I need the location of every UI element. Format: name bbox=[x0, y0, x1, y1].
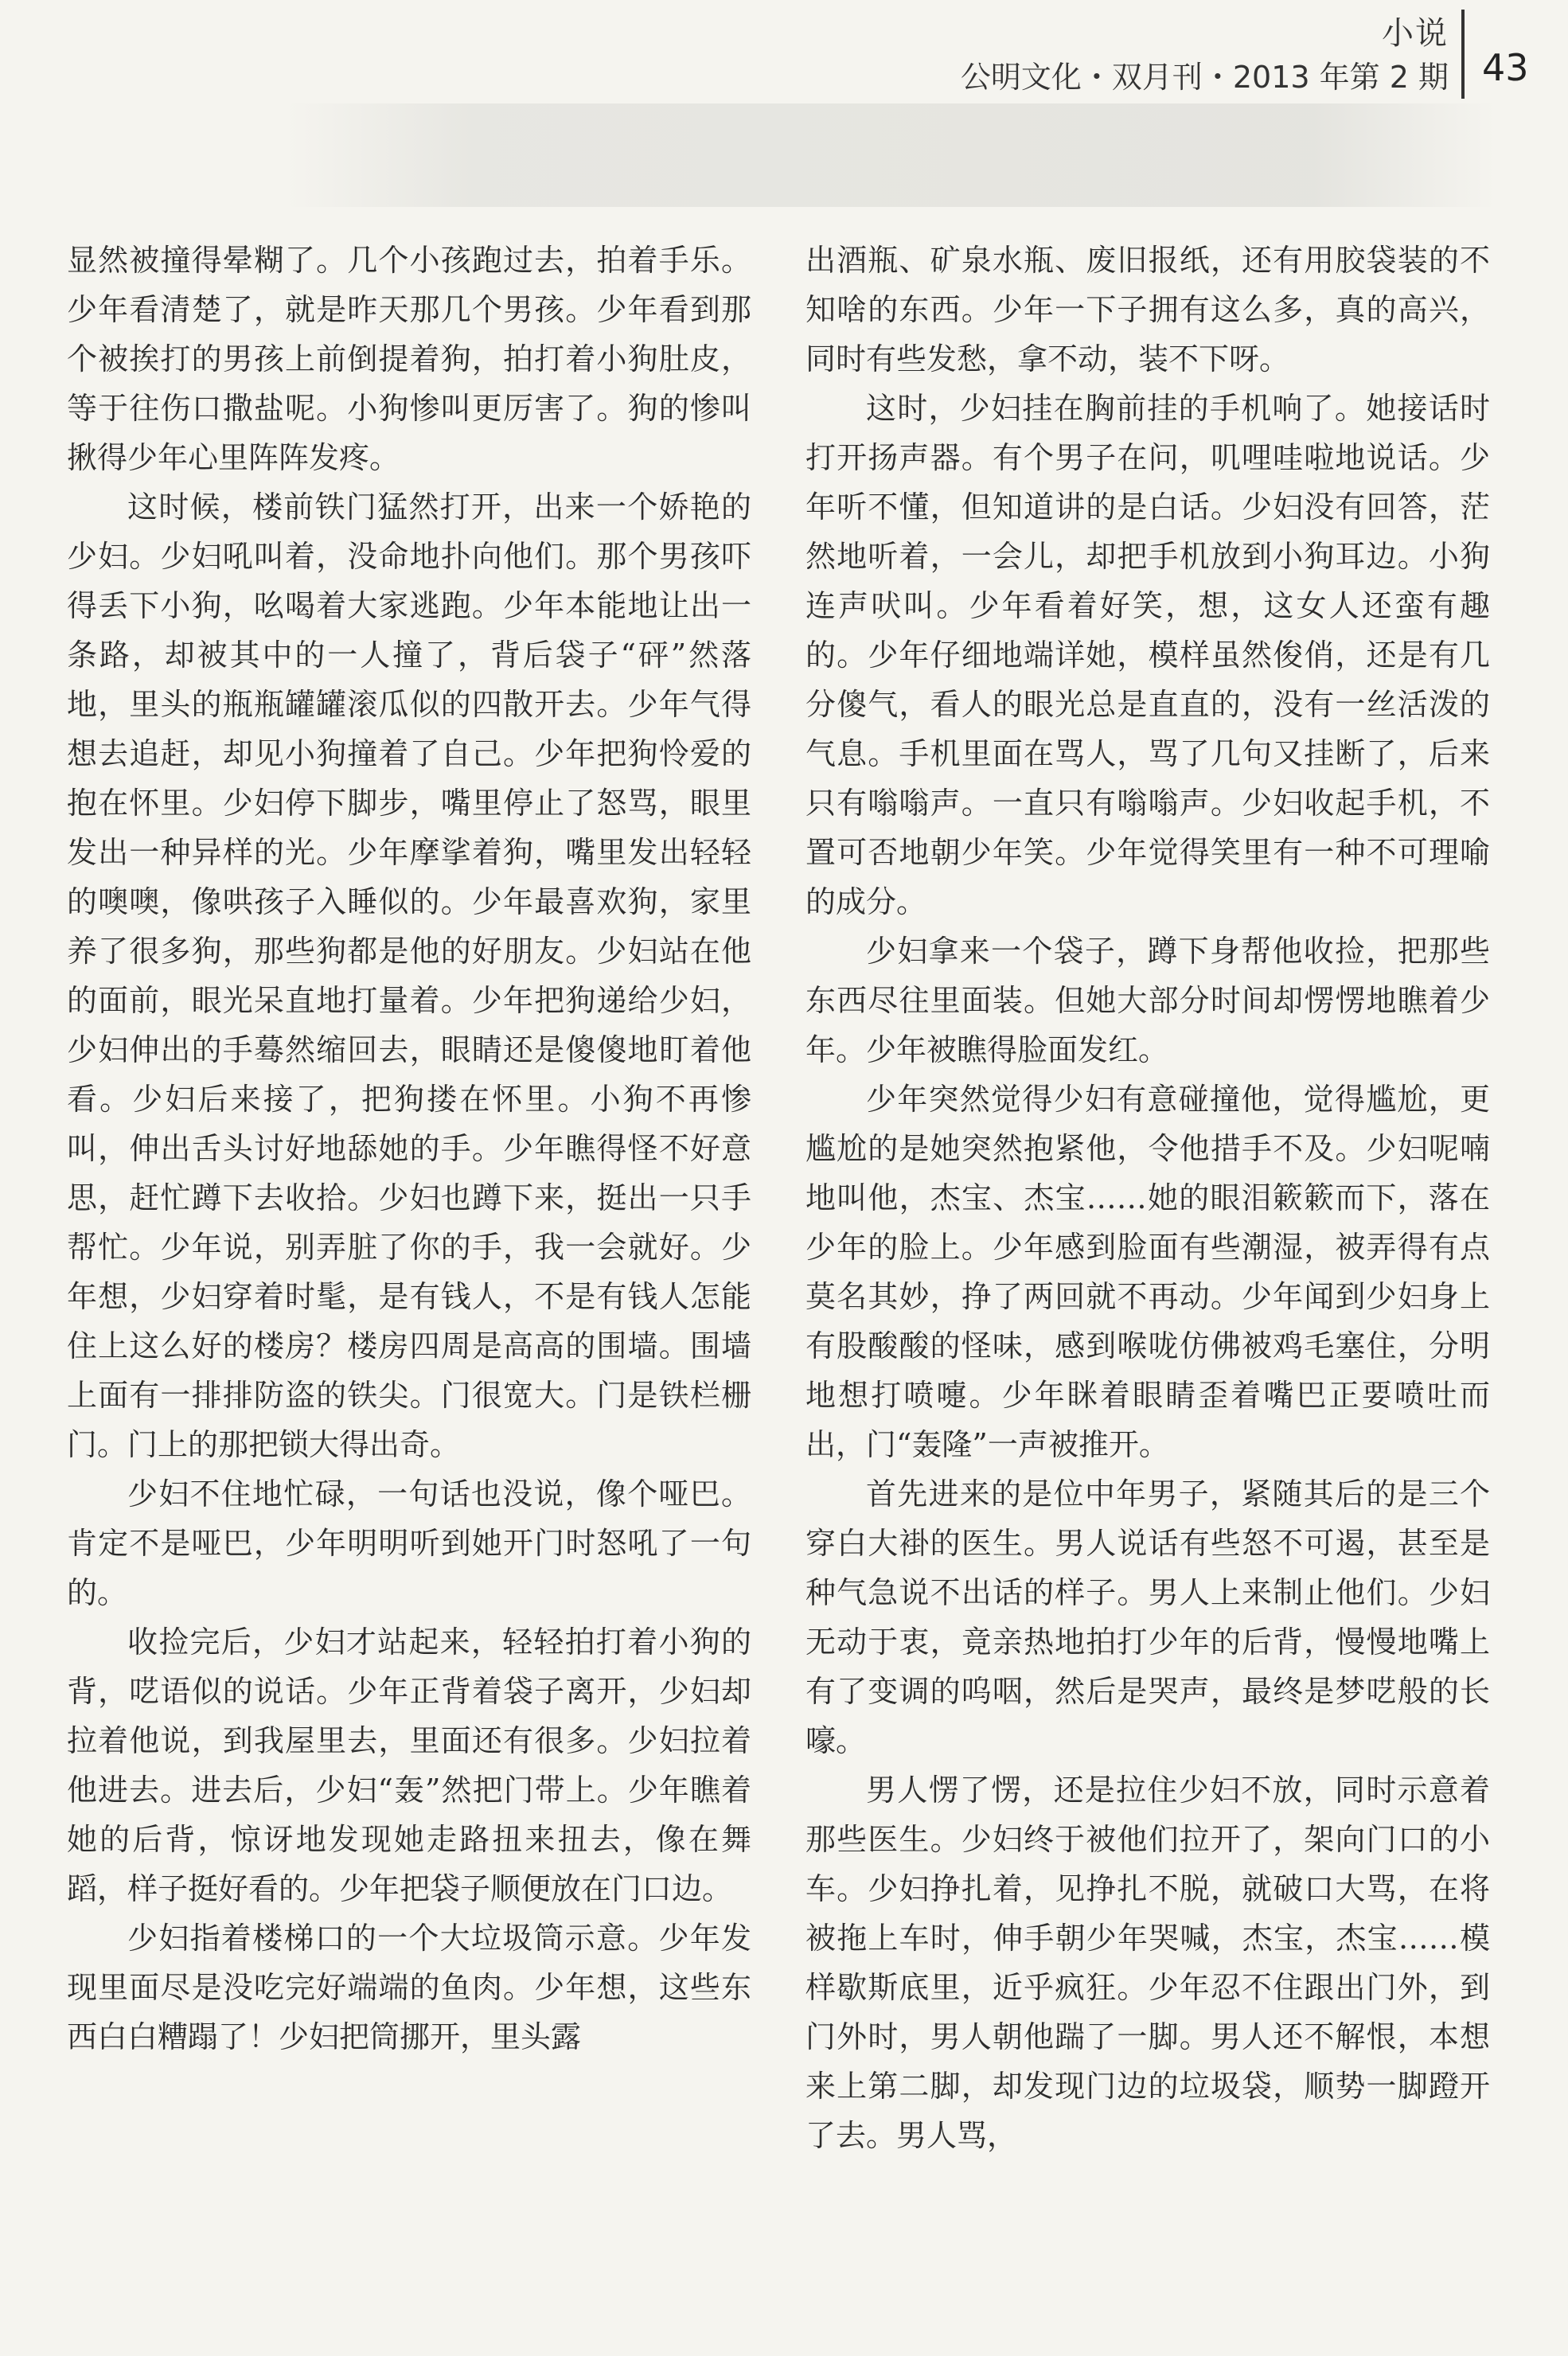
paragraph: 这时候，楼前铁门猛然打开，出来一个娇艳的少妇。少妇吼叫着，没命地扑向他们。那个男孩吓得丢下小狗，吆喝着大家逃跑。少年本能地让出一条路，却被其中的一人撞了，背后袋子“砰”然落地，里头的瓶瓶罐罐滚瓜似的四散开去。少年气得想去追赶，却见小狗撞着了自己。少年把狗怜爱的抱在怀里。少妇停下脚步，嘴里停止了怒骂，眼里发出一种异样的光。少年摩挲着狗，嘴里发出轻轻的噢噢，像哄孩子入睡似的。少年最喜欢狗，家里养了很多狗，那些狗都是他的好朋友。少妇站在他的面前，眼光呆直地打量着。少年把狗递给少妇，少妇伸出的手蓦然缩回去，眼睛还是傻傻地盯着他看。少妇后来接了，把狗搂在怀里。小狗不再惨叫，伸出舌头讨好地舔她的手。少年瞧得怪不好意思，赶忙蹲下去收拾。少妇也蹲下来，挺出一只手帮忙。少年说，别弄脏了你的手，我一会就好。少年想，少妇穿着时髦，是有钱人，不是有钱人怎能住上这么好的楼房？楼房四周是高高的围墙。围墙上面有一排排防盗的铁尖。门很宽大。门是铁栏栅门。门上的那把锁大得出奇。 bbox=[67, 490, 751, 1462]
paragraph: 少妇不住地忙碌，一句话也没说，像个哑巴。肯定不是哑巴，少年明明听到她开门时怒吼了一句的。 bbox=[67, 1476, 751, 1610]
left-column bbox=[67, 236, 751, 2062]
page-header bbox=[0, 0, 1568, 159]
paragraph: 男人愣了愣，还是拉住少妇不放，同时示意着那些医生。少妇终于被他们拉开了，架向门口的小车。少妇挣扎着，见挣扎不脱，就破口大骂，在将被拖上车时，伸手朝少年哭喊，杰宝，杰宝……模样歇斯底里，近乎疯狂。少年忍不住跟出门外，到门外时，男人朝他踹了一脚。男人还不解恨，本想来上第二脚，却发现门边的垃圾袋，顺势一脚蹬开了去。男人骂， bbox=[805, 1773, 1490, 2153]
paragraph: 少妇拿来一个袋子，蹲下身帮他收捡，把那些东西尽往里面装。但她大部分时间却愣愣地瞧着少年。少年被瞧得脸面发红。 bbox=[805, 934, 1490, 1067]
header-divider bbox=[1461, 10, 1465, 99]
paragraph: 首先进来的是位中年男子，紧随其后的是三个穿白大褂的医生。男人说话有些怒不可遏，甚至是种气急说不出话的样子。男人上来制止他们。少妇无动于衷，竟亲热地拍打少年的后背，慢慢地嘴上有了变调的呜咽，然后是哭声，最终是梦呓般的长嚎。 bbox=[805, 1476, 1490, 1758]
page-number: 43 bbox=[1482, 46, 1529, 89]
faded-title-banner bbox=[287, 103, 1496, 207]
right-column bbox=[805, 236, 1490, 2160]
paragraph: 显然被撞得晕糊了。几个小孩跑过去，拍着手乐。少年看清楚了，就是昨天那几个男孩。少年看到那个被挨打的男孩上前倒提着狗，拍打着小狗肚皮，等于往伤口撒盐呢。小狗惨叫更厉害了。狗的惨叫揪得少年心里阵阵发疼。 bbox=[67, 243, 751, 475]
paragraph: 少年突然觉得少妇有意碰撞他，觉得尴尬，更尴尬的是她突然抱紧他，令他措手不及。少妇呢喃地叫他，杰宝、杰宝……她的眼泪簌簌而下，落在少年的脸上。少年感到脸面有些潮湿，被弄得有点莫名其妙，挣了两回就不再动。少年闻到少妇身上有股酸酸的怪味，感到喉咙仿佛被鸡毛塞住，分明地想打喷嚏。少年眯着眼睛歪着嘴巴正要喷吐而出，门“轰隆”一声被推开。 bbox=[805, 1082, 1490, 1462]
section-label: 小说 bbox=[1382, 15, 1449, 52]
paragraph: 出酒瓶、矿泉水瓶、废旧报纸，还有用胶袋装的不知啥的东西。少年一下子拥有这么多，真的高兴，同时有些发愁，拿不动，装不下呀。 bbox=[805, 243, 1490, 376]
paragraph: 少妇指着楼梯口的一个大垃圾筒示意。少年发现里面尽是没吃完好端端的鱼肉。少年想，这些东西白白糟蹋了！少妇把筒挪开，里头露 bbox=[67, 1921, 751, 2054]
paragraph: 这时，少妇挂在胸前挂的手机响了。她接话时打开扬声器。有个男子在问，叽哩哇啦地说话。少年听不懂，但知道讲的是白话。少妇没有回答，茫然地听着，一会儿，却把手机放到小狗耳边。小狗连声吠叫。少年看着好笑，想，这女人还蛮有趣的。少年仔细地端详她，模样虽然俊俏，还是有几分傻气，看人的眼光总是直直的，没有一丝活泼的气息。手机里面在骂人，骂了几句又挂断了，后来只有嗡嗡声。一直只有嗡嗡声。少妇收起手机，不置可否地朝少年笑。少年觉得笑里有一种不可理喻的成分。 bbox=[805, 391, 1490, 919]
paragraph: 收捡完后，少妇才站起来，轻轻拍打着小狗的背，呓语似的说话。少年正背着袋子离开，少妇却拉着他说，到我屋里去，里面还有很多。少妇拉着他进去。进去后，少妇“轰”然把门带上。少年瞧着她的后背，惊讶地发现她走路扭来扭去，像在舞蹈，样子挺好看的。少年把袋子顺便放在门口边。 bbox=[67, 1625, 751, 1906]
journal-info: 公明文化・双月刊・2013 年第 2 期 bbox=[960, 60, 1449, 95]
